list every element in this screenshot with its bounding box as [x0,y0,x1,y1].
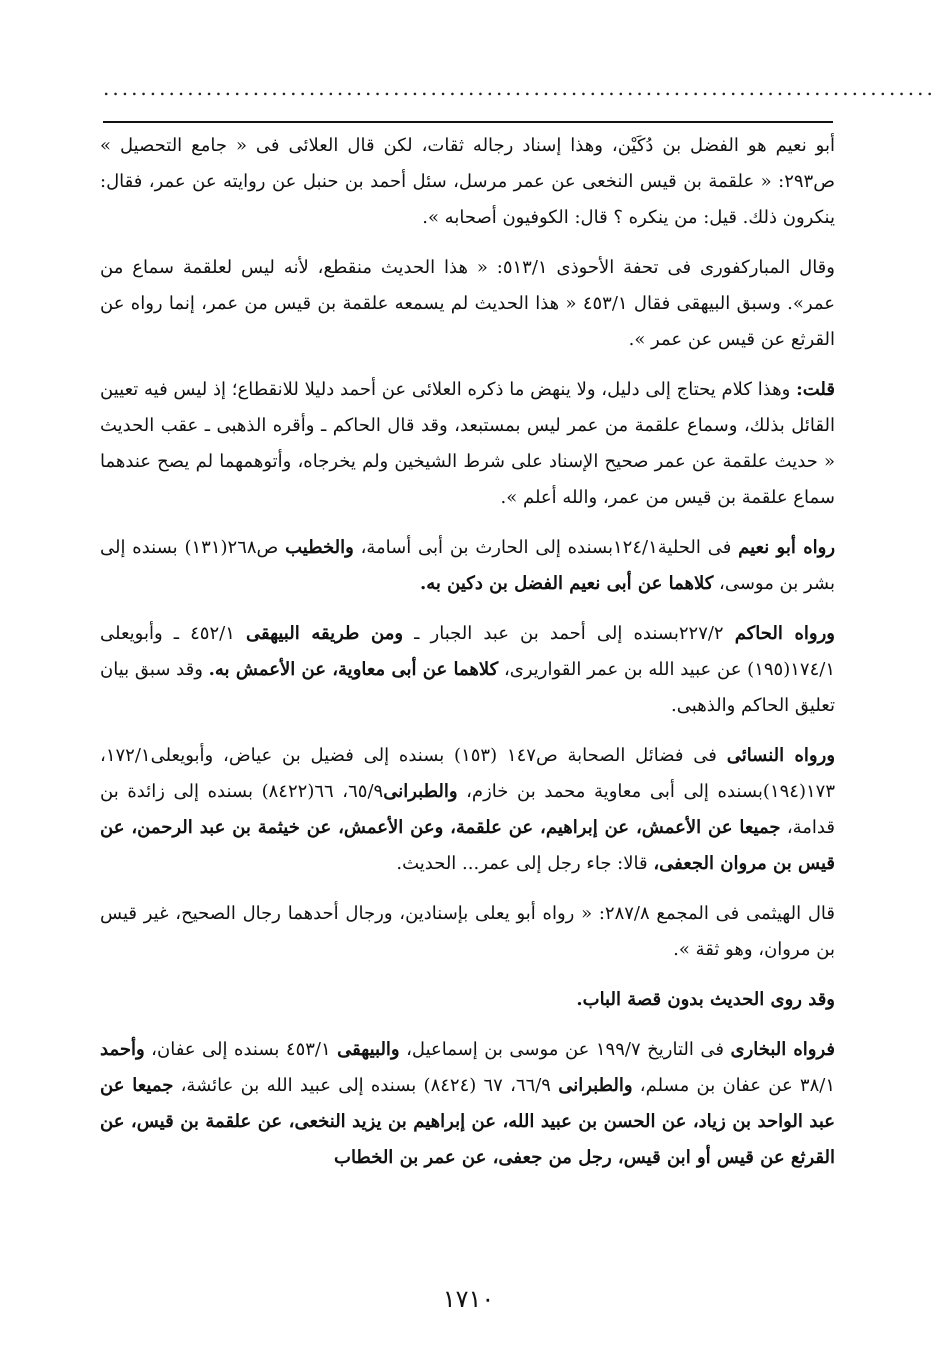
paragraph [100,982,835,1018]
paragraph [100,128,835,236]
text: فى الحلية١٢٤/١بسنده إلى الحارث بن أبى أسامة، [353,537,739,558]
bold-text: ورواه الحاكم [734,623,835,644]
text: ص٢٦٨(١٣١) بسنده إلى بشر بن موسى، [100,537,835,594]
text: ٤٥٣/١ بسنده إلى عفان، [144,1039,338,1060]
page-body [100,128,835,1190]
text: فى فضائل الصحابة ص١٤٧ (١٥٣) بسنده إلى فضيل بن عياض، وأبويعلى١٧٢/١، ١٧٣(١٩٤)بسنده إلى أبى معاوية محمد بن خازم، [100,745,836,802]
header-dotted-line: ......................................................................................... [103,76,936,100]
paragraph [100,372,835,516]
bold-text: فرواه البخارى [730,1039,835,1060]
text: أبو نعيم هو الفضل بن دُكَيْن، وهذا إسناد رجاله ثقات، لكن قال العلائى فى « جامع التحصيل » ص٢٩٣: « علقمة بن قيس النخعى عن عمر مرسل، سئل أحمد بن حنبل عن روايته عن عمر، فقال: ينكرون ذلك. قيل: من ينكره ؟ قال: الكوفيون أصحابه ». [100,135,835,228]
bold-text: ورواه النسائى [726,745,836,766]
bold-text: ومن طريقه البيهقى [245,623,404,644]
text: قال الهيثمى فى المجمع ٢٨٧/٨: « رواه أبو يعلى بإسنادين، ورجال أحدهما رجال الصحيح، غير قيس بن مروان، وهو ثقة ». [100,903,836,960]
text: وقد سبق بيان تعليق الحاكم والذهبى. [100,659,835,716]
bold-text: وأحمد [100,1039,145,1060]
header-rule [103,121,833,123]
bold-text: والطبرانى [558,1075,633,1096]
text: ٦٥/٩، ٦٦(٨٤٢٢) بسنده إلى زائدة بن قدامة، [100,781,835,838]
text: قالا: جاء رجل إلى عمر... الحديث. [396,853,654,874]
bold-text: والخطيب [285,537,354,558]
paragraph [100,616,835,724]
bold-text: والطبرانى [383,781,458,802]
text: ٢٢٧/٢بسنده إلى أحمد بن عبد الجبار ـ [403,623,735,644]
bold-text: جميعا عن الأعمش، عن إبراهيم، عن علقمة، وعن الأعمش، عن خيثمة بن عبد الرحمن، عن قيس بن مروان الجعفى، [100,817,835,874]
paragraph [100,738,835,882]
paragraph [100,530,835,602]
text: ٤٥٢/١ ـ وأبويعلى ١٧٤/١(١٩٥) عن عبيد الله بن عمر القواريرى، [100,623,835,680]
bold-text: كلاهما عن أبى معاوية، عن الأعمش به. [208,659,499,680]
page-number: ١٧١٠ [442,1285,495,1313]
bold-text: وقد روى الحديث بدون قصة الباب. [576,989,835,1010]
paragraph [100,896,835,968]
text: فى التاريخ ١٩٩/٧ عن موسى بن إسماعيل، [399,1039,731,1060]
text: وهذا كلام يحتاج إلى دليل، ولا ينهض ما ذكره العلائى عن أحمد دليلا للانقطاع؛ إذ ليس فيه تعيين القائل بذلك، وسماع علقمة من عمر ليس بمستبعد، وقد قال الحاكم ـ وأقره الذهبى ـ عقب الحديث « حديث علقمة عن عمر صحيح الإسناد على شرط الشيخين ولم يخرجاه، وأتوهمهما لم يصح عندهما سماع علقمة بن قيس من عمر، والله أعلم ». [100,379,835,508]
text: ٣٨/١ عن عفان بن مسلم، [632,1075,835,1096]
paragraph [100,1032,835,1176]
bold-text: رواه أبو نعيم [738,537,836,558]
bold-text: قلت: [796,379,835,400]
paragraph [100,250,835,358]
text: وقال المباركفورى فى تحفة الأحوذى ٥١٣/١: « هذا الحديث منقطع، لأنه ليس لعلقمة سماع من عمر». وسبق البيهقى فقال ٤٥٣/١ « هذا الحديث لم يسمعه علقمة بن قيس من عمر، إنما رواه عن القرثع عن قيس عن عمر ». [100,257,835,350]
text: ٦٦/٩، ٦٧ (٨٤٢٤) بسنده إلى عبيد الله بن عائشة، [173,1075,559,1096]
bold-text: كلاهما عن أبى نعيم الفضل بن دكين به. [419,573,714,594]
bold-text: جميعا عن عبد الواحد بن زياد، عن الحسن بن عبيد الله، عن إبراهيم بن يزيد النخعى، عن علقمة بن قيس، عن القرثع عن قيس أو ابن قيس، رجل من جعفى، عن عمر بن الخطاب [100,1075,835,1168]
bold-text: والبيهقى [337,1039,400,1060]
